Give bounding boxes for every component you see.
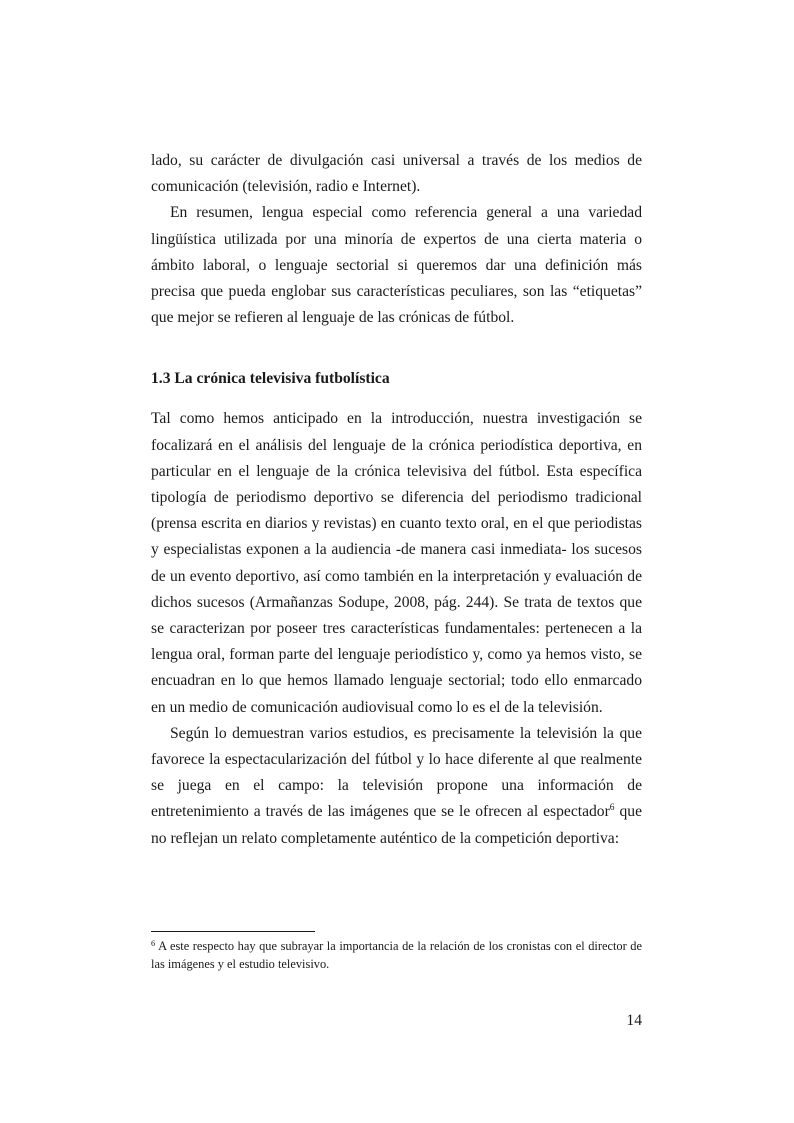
page-number: 14 (626, 1012, 642, 1029)
paragraph-section-intro: Tal como hemos anticipado en la introducción, nuestra investigación se focalizará en el análisis del lenguaje de la crónica periodística deportiva, en particular en el lenguaje de la crónica televisiva del fútbol. Esta específica tipología de periodismo deportivo se diferencia del periodismo tradicional (prensa escrita en diarios y revistas) en cuanto texto oral, en el que periodistas y especialistas exponen a la audiencia -de manera casi inmediata- los sucesos de un evento deportivo, así como también en la interpretación y evaluación de dichos sucesos (Armañanzas Sodupe, 2008, pág. 244). Se trata de textos que se caracterizan por poseer tres características fundamentales: pertenecen a la lengua oral, forman parte del lenguaje periodístico y, como ya hemos visto, se encuadran en lo que hemos llamado lenguaje sectorial; todo ello enmarcado en un medio de comunicación audiovisual como lo es el de la televisión. (151, 410, 642, 716)
paragraph-summary: En resumen, lengua especial como referencia general a una variedad lingüística utilizada por una minoría de expertos de una cierta materia o ámbito laboral, o lenguaje sectorial si queremos dar una definición más precisa que pueda englobar sus características peculiares, son las “etiquetas” que mejor se refieren al lenguaje de las crónicas de fútbol. (151, 204, 642, 327)
paragraph-continuation: lado, su carácter de divulgación casi universal a través de los medios de comunicación (televisión, radio e Internet). (151, 152, 642, 196)
paragraph-television-text-a: Según lo demuestran varios estudios, es precisamente la televisión la que favorece la espectacularización del fútbol y lo hace diferente al que realmente se juega en el campo: la televisión propone una información de entretenimiento a través de las imágenes que se le ofrecen al espectador (151, 724, 642, 821)
footnote-separator (151, 931, 315, 932)
footnote-text: A este respecto hay que subrayar la importancia de la relación de los cronistas con el director de las imágenes y el estudio televisivo. (151, 939, 642, 971)
footnote-mark: 6 (151, 938, 156, 948)
footnote (151, 938, 642, 973)
paragraph-television (151, 721, 642, 852)
paragraph-television-text-b: que no reflejan un relato completamente auténtico de la competición deportiva: (151, 803, 642, 847)
footnote-reference[interactable]: 6 (609, 803, 615, 814)
section-heading: 1.3 La crónica televisiva futbolística (151, 370, 390, 388)
page-body (151, 148, 642, 852)
